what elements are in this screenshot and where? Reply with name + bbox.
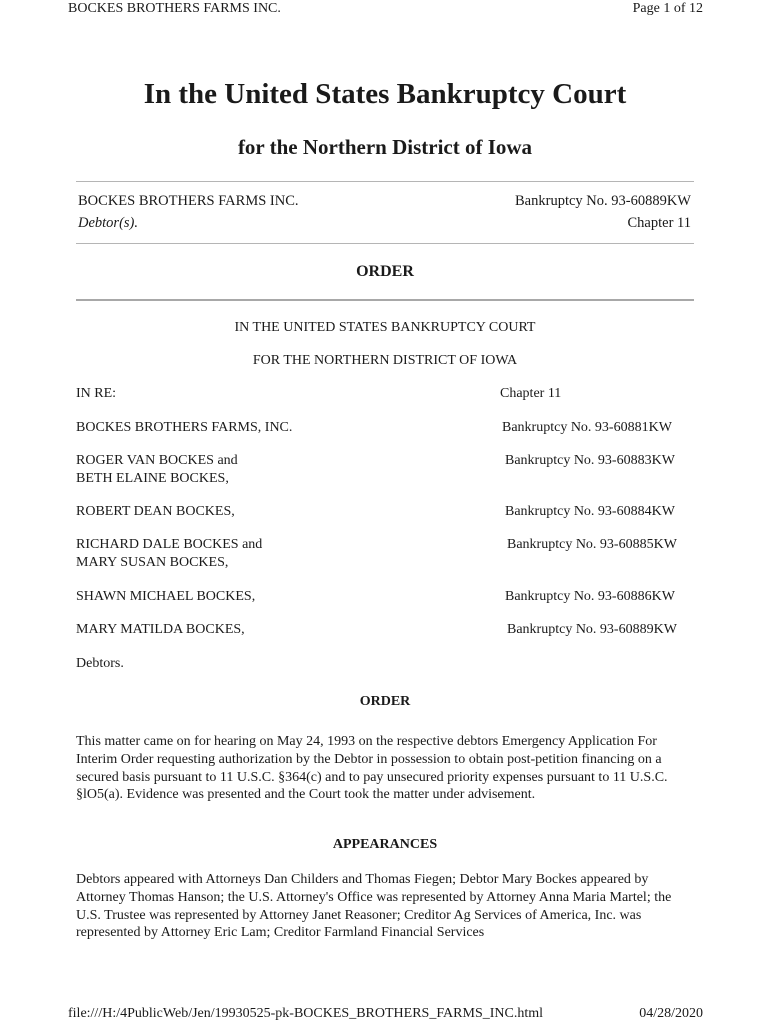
debtor-name: ROBERT DEAN BOCKES, [76, 504, 235, 519]
page-number: Page 1 of 12 [632, 1, 703, 16]
debtor-case-number: Bankruptcy No. 93-60884KW [505, 504, 675, 519]
appearances-paragraph: Debtors appeared with Attorneys Dan Childers and Thomas Fiegen; Debtor Mary Bockes appeared by Attorney Thomas Hanson; the U.S. Attorney's Office was represented by Attorney Anna Maria Martel; the U.S. Trustee was represented by Attorney Janet Reasoner; Creditor Ag Services of America, Inc. was represented by Attorney Eric Lam; Creditor Farmland Financial Services [76, 872, 672, 941]
debtor-name: ROGER VAN BOCKES and [76, 453, 238, 468]
divider [76, 181, 694, 182]
court-line: IN THE UNITED STATES BANKRUPTCY COURT [234, 320, 536, 335]
debtor-name: MARY MATILDA BOCKES, [76, 622, 245, 637]
debtor-name: RICHARD DALE BOCKES and [76, 537, 263, 552]
court-district: for the Northern District of Iowa [237, 135, 533, 159]
debtor-case-number: Bankruptcy No. 93-60886KW [505, 589, 675, 604]
debtor-name-line2: MARY SUSAN BOCKES, [76, 555, 229, 570]
debtor-name-line2: BETH ELAINE BOCKES, [76, 471, 229, 486]
debtor-case-number: Bankruptcy No. 93-60889KW [507, 622, 677, 637]
debtor-case-number: Bankruptcy No. 93-60883KW [505, 453, 675, 468]
caption-chapter: Chapter 11 [627, 215, 691, 231]
debtor-name: BOCKES BROTHERS FARMS, INC. [76, 420, 293, 435]
debtors-label: Debtors. [76, 656, 124, 671]
caption-debtor-label: Debtor(s). [78, 215, 139, 231]
page-header-title: BOCKES BROTHERS FARMS INC. [68, 1, 281, 16]
print-date: 04/28/2020 [639, 1006, 703, 1021]
divider [76, 299, 694, 301]
court-title: In the United States Bankruptcy Court [143, 78, 627, 110]
order-paragraph: This matter came on for hearing on May 24, 1993 on the respective debtors Emergency Application For Interim Order requesting authorization by the Debtor in possession to obtain post-petition financing on a secured basis pursuant to 11 U.S.C. §364(c) and to pay unsecured priority expenses pursuant to 11 U.S.C. §lO5(a). Evidence was presented and the Court took the matter under advisement. [76, 734, 668, 803]
debtor-name: SHAWN MICHAEL BOCKES, [76, 589, 256, 604]
debtor-case-number: Bankruptcy No. 93-60885KW [507, 537, 677, 552]
court-line: FOR THE NORTHERN DISTRICT OF IOWA [252, 353, 518, 368]
order-subheading: ORDER [359, 694, 411, 709]
divider [76, 243, 694, 244]
caption-debtor-name: BOCKES BROTHERS FARMS INC. [78, 193, 299, 209]
in-re-chapter: Chapter 11 [500, 386, 562, 401]
caption-case-number: Bankruptcy No. 93-60889KW [515, 193, 691, 209]
order-heading: ORDER [356, 263, 414, 280]
source-file-path: file:///H:/4PublicWeb/Jen/19930525-pk-BOCKES_BROTHERS_FARMS_INC.html [68, 1006, 544, 1021]
in-re-label: IN RE: [76, 386, 117, 401]
debtor-case-number: Bankruptcy No. 93-60881KW [502, 420, 672, 435]
appearances-heading: APPEARANCES [332, 837, 438, 852]
